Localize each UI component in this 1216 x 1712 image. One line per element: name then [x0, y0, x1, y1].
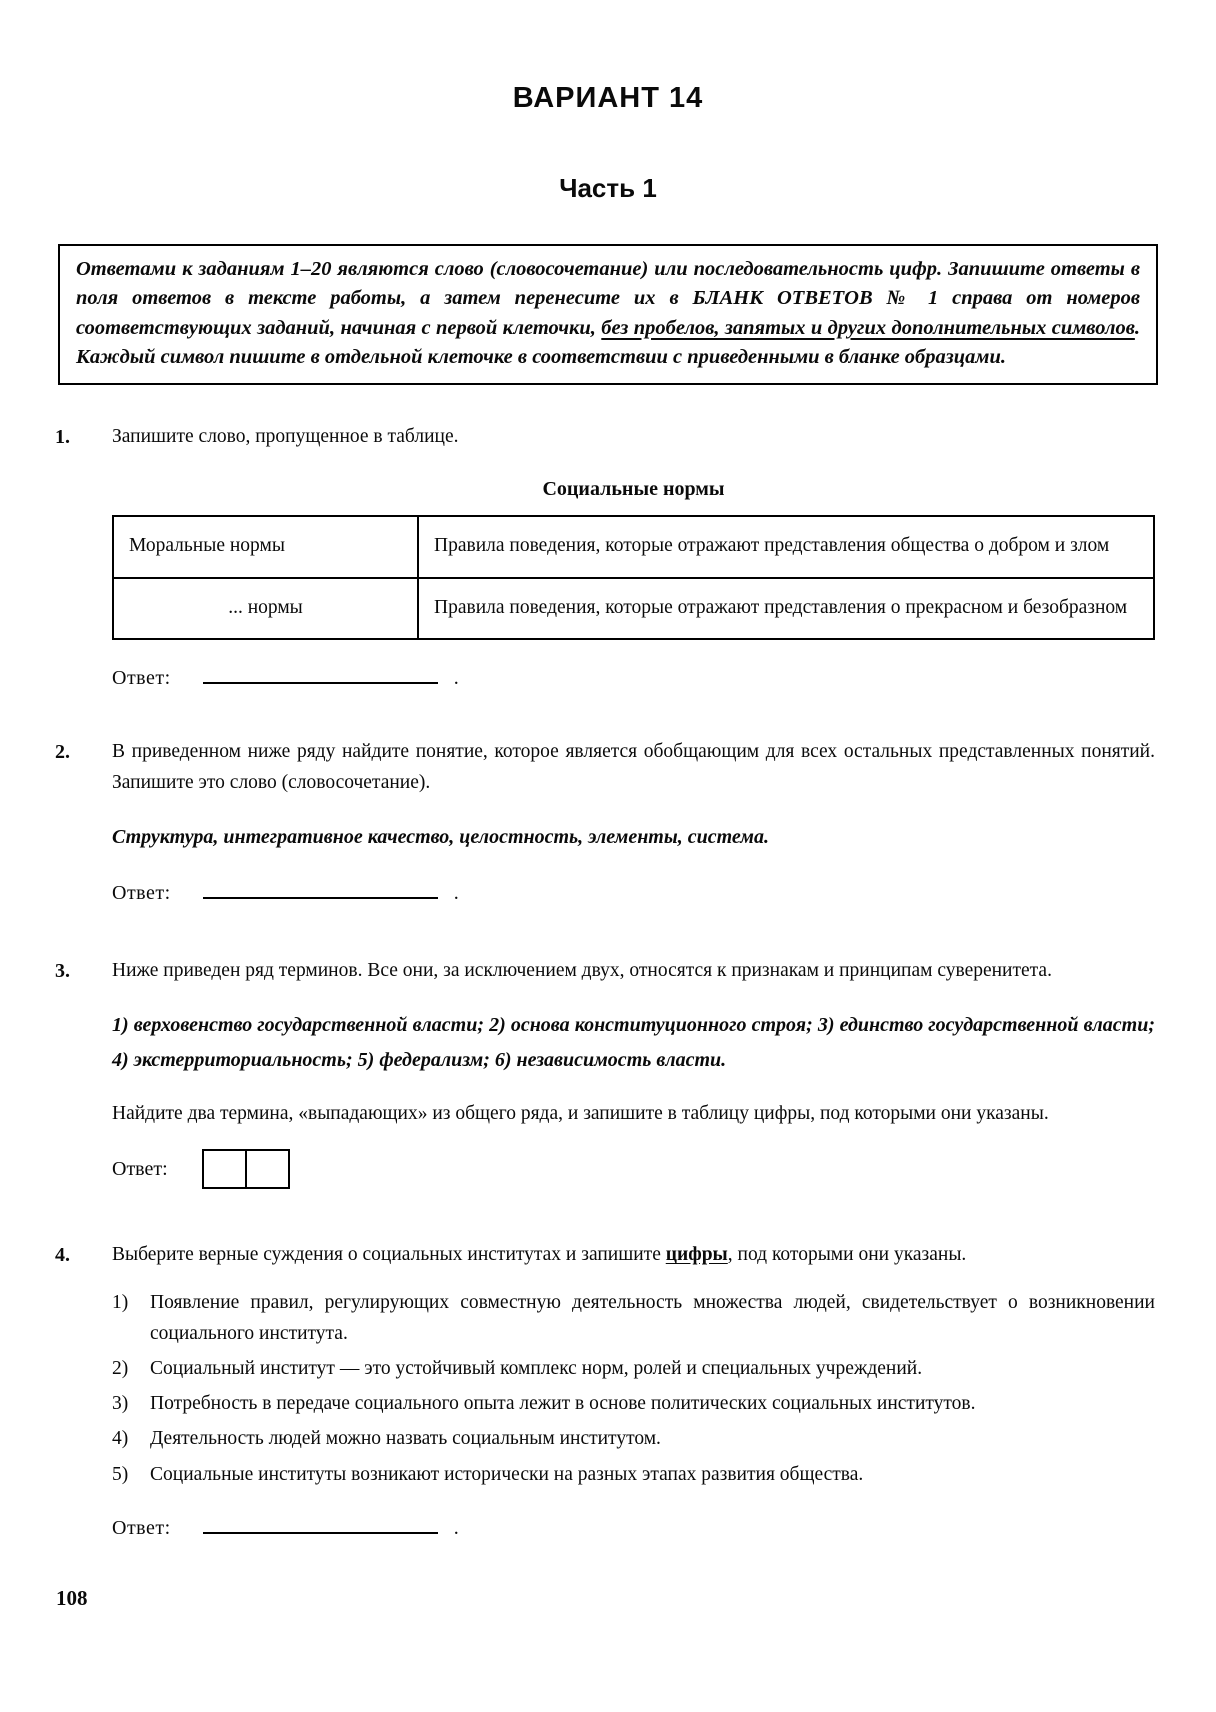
answer-label: Ответ: — [112, 882, 171, 905]
question-3-terms: 1) верховенство государственной власти; 2) основа конституционного строя; 3) единство государственной власти; 4) экстерриториальность; 5) федерализм; 6) независимость власти. — [112, 1014, 1155, 1072]
table-row — [113, 516, 1154, 577]
option-text: Социальные институты возникают исторически на разных этапах развития общества. — [150, 1463, 864, 1485]
option-3 — [112, 1388, 1155, 1419]
answer-line-q3 — [112, 1149, 1155, 1189]
question-4-keyword: цифры — [665, 1244, 728, 1266]
question-1-number: 1. — [55, 426, 70, 449]
answer-label: Ответ: — [112, 1516, 171, 1539]
answer-boxes — [202, 1149, 290, 1189]
page-number: 108 — [56, 1586, 88, 1610]
answer-label: Ответ: — [112, 666, 171, 689]
option-4 — [112, 1423, 1155, 1454]
answer-line-q2 — [112, 879, 1155, 905]
question-4-text — [112, 1239, 1155, 1270]
question-3-number: 3. — [55, 960, 70, 983]
answer-blank-q2[interactable] — [203, 879, 438, 899]
table-cell-term: ... нормы — [113, 578, 418, 639]
instruction-box — [58, 244, 1158, 385]
option-number: 3) — [112, 1393, 129, 1415]
option-5 — [112, 1459, 1155, 1490]
options-list — [112, 1287, 1155, 1490]
answer-label: Ответ: — [112, 1157, 168, 1180]
option-number: 5) — [112, 1463, 129, 1485]
question-3 — [55, 955, 1155, 1189]
question-3-text: Ниже приведен ряд терминов. Все они, за исключением двух, относятся к признакам и принципам суверенитета. — [112, 960, 1052, 982]
option-number: 1) — [112, 1291, 129, 1313]
answer-blank-q4[interactable] — [203, 1514, 438, 1534]
table-row — [113, 578, 1154, 639]
option-number: 4) — [112, 1428, 129, 1450]
option-text: Деятельность людей можно назвать социальным институтом. — [150, 1428, 661, 1450]
question-1 — [55, 421, 1155, 689]
instruction-text-underlined: без пробелов, запятых и других дополнительных символов — [601, 316, 1135, 339]
question-2 — [55, 736, 1155, 905]
question-4-text-before: Выберите верные суждения о социальных институтах и запишите — [112, 1244, 666, 1266]
option-text: Потребность в передаче социального опыта лежит в основе политических социальных институтов. — [150, 1393, 976, 1415]
question-3-followup: Найдите два термина, «выпадающих» из общего ряда, и запишите в таблицу цифры, под которыми они указаны. — [112, 1103, 1049, 1125]
answer-blank-q1[interactable] — [203, 664, 438, 684]
answer-line-q4 — [112, 1514, 1155, 1540]
social-norms-table — [112, 515, 1155, 639]
option-2 — [112, 1353, 1155, 1384]
part-title: Часть 1 — [559, 173, 657, 203]
table-title: Социальные нормы — [542, 478, 725, 501]
option-1 — [112, 1287, 1155, 1349]
table-cell-definition: Правила поведения, которые отражают представления общества о добром и злом — [418, 516, 1154, 577]
instruction-text-before: Ответами к заданиям 1–20 являются слово (словосочетание) или последовательность цифр. Запишите ответы в поля ответов в тексте работы, а затем перенесите их в БЛАНК ОТВЕТОВ № 1 справа от номеров соответствующих заданий, начиная с первой клеточки, — [76, 258, 1140, 339]
instruction-text-after: . Каждый символ пишите в отдельной клеточке в соответствии с приведенными в бланке образцами. — [76, 316, 1140, 368]
option-text: Появление правил, регулирующих совместную деятельность множества людей, свидетельствует о возникновении социального института. — [150, 1291, 1155, 1344]
question-2-text: В приведенном ниже ряду найдите понятие, которое является обобщающим для всех остальных представленных понятий. Запишите это слово (словосочетание). — [112, 740, 1155, 793]
answer-period: . — [453, 882, 459, 905]
option-text: Социальный институт — это устойчивый комплекс норм, ролей и специальных учреждений. — [150, 1358, 923, 1380]
question-4-text-after: , под которыми они указаны. — [727, 1244, 967, 1266]
question-1-text: Запишите слово, пропущенное в таблице. — [112, 426, 459, 448]
table-cell-definition: Правила поведения, которые отражают представления о прекрасном и безобразном — [418, 578, 1154, 639]
question-4-number: 4. — [55, 1244, 70, 1267]
question-2-number: 2. — [55, 740, 70, 763]
answer-period: . — [453, 666, 459, 689]
question-2-terms: Структура, интегративное качество, целостность, элементы, система. — [112, 826, 769, 849]
answer-cell-1[interactable] — [202, 1149, 247, 1189]
table-cell-term: Моральные нормы — [113, 516, 418, 577]
question-4 — [55, 1239, 1155, 1539]
answer-period: . — [453, 1516, 459, 1539]
answer-line-q1 — [112, 664, 1155, 690]
variant-title: ВАРИАНТ 14 — [512, 82, 704, 114]
answer-cell-2[interactable] — [245, 1149, 290, 1189]
option-number: 2) — [112, 1358, 129, 1380]
